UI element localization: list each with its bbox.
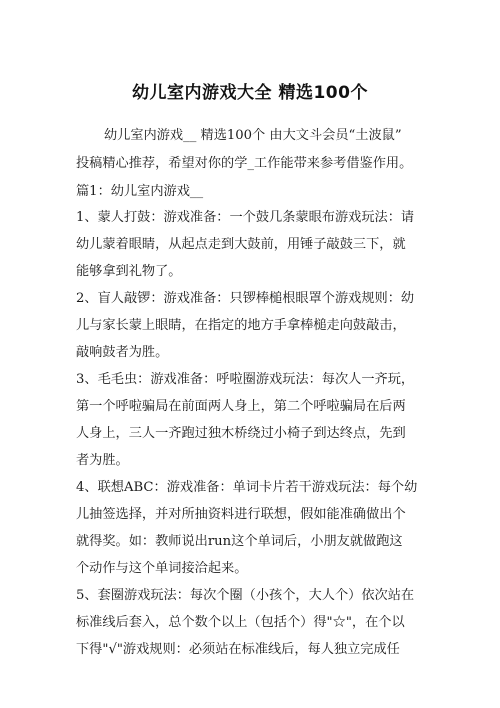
text-line: 下得"√"游戏规则：必须站在标准线后，每人独立完成任 (76, 642, 400, 657)
text-line: 标准线后套入，总个数个以上（包括个）得"☆"，在个以 (76, 615, 405, 630)
text-line: 敲响鼓者为胜。 (76, 345, 169, 360)
text-line: 4、联想ABC：游戏准备：单词卡片若干游戏玩法：每个幼 (76, 480, 418, 495)
text-line: 幼儿蒙着眼睛，从起点走到大鼓前，用锤子敲鼓三下，就 (76, 237, 406, 252)
text-line: 篇1：幼儿室内游戏__ (76, 184, 204, 199)
text-line: 就得奖。如：教师说出run这个单词后，小朋友就做跑这 (76, 534, 403, 549)
text-line: 个动作与这个单词接洽起来。 (76, 561, 248, 576)
text-line: 3、毛毛虫：游戏准备：呼啦圈游戏玩法：每次人一齐玩， (76, 372, 415, 387)
text-line: 儿抽签选择，并对所抽资料进行联想，假如能准确做出个 (76, 507, 406, 522)
text-line: 2、盲人敲锣：游戏准备：只锣棒槌根眼罩个游戏规则：幼 (76, 291, 415, 306)
text-line: 幼儿室内游戏__ 精选100个 由大文斗会员“土波鼠” (104, 128, 402, 143)
document-title: 幼儿室内游戏大全 精选100个 (132, 83, 368, 103)
text-line: 第一个呼啦骗局在前面两人身上，第二个呼啦骗局在后两 (76, 399, 406, 414)
text-line: 者为胜。 (76, 453, 129, 468)
text-line: 1、蒙人打鼓：游戏准备：一个鼓几条蒙眼布游戏玩法：请 (76, 210, 415, 225)
text-line: 投稿精心推荐，希望对你的学_工作能带来参考借鉴作用。 (76, 156, 413, 171)
text-line: 5、套圈游戏玩法：每次个圈（小孩个，大人个）依次站在 (76, 588, 415, 603)
text-line: 儿与家长蒙上眼睛，在指定的地方手拿棒槌走向鼓敲击， (76, 318, 406, 333)
text-line: 人身上，三人一齐跑过独木桥绕过小椅子到达终点，先到 (76, 426, 406, 441)
text-line: 能够拿到礼物了。 (76, 264, 182, 279)
